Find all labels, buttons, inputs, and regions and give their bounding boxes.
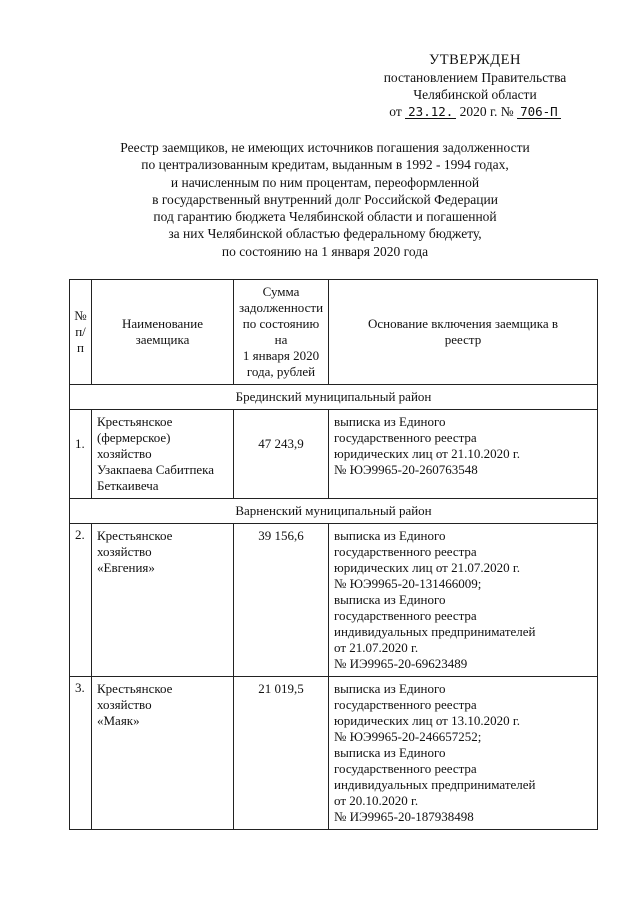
basis-line: юридических лиц от 13.10.2020 г. bbox=[334, 713, 520, 728]
section-row bbox=[70, 499, 598, 524]
heading-line: по централизованным кредитам, выданным в 1992 - 1994 годах, bbox=[141, 157, 509, 173]
registry-table bbox=[69, 279, 598, 830]
basis-line: государственного реестра bbox=[334, 608, 477, 623]
header-sum-line: 1 января 2020 bbox=[242, 348, 320, 363]
row-borrower-name bbox=[92, 410, 234, 499]
basis-line: юридических лиц от 21.07.2020 г. bbox=[334, 560, 520, 575]
name-line: Крестьянское хозяйство bbox=[97, 681, 173, 712]
header-sum-line: по состоянию на bbox=[242, 316, 320, 347]
heading-line: за них Челябинской областью федеральному бюджету, bbox=[168, 226, 482, 242]
header-basis-line: реестр bbox=[444, 332, 482, 347]
heading-line: и начисленным по ним процентам, переоформленной bbox=[170, 174, 480, 190]
row-basis bbox=[329, 524, 598, 677]
basis-line: № ИЭ9965-20-69623489 bbox=[334, 656, 468, 671]
basis-line: выписка из Единого bbox=[334, 681, 446, 696]
row-debt-sum: 39 156,6 bbox=[234, 524, 329, 677]
basis-line: государственного реестра bbox=[334, 430, 477, 445]
table-row bbox=[70, 410, 598, 499]
approval-date-prefix: от bbox=[389, 104, 402, 119]
table-header-row bbox=[70, 280, 598, 385]
header-sum-line: года, рублей bbox=[246, 364, 316, 379]
row-borrower-name bbox=[92, 524, 234, 677]
basis-line: индивидуальных предпринимателей bbox=[334, 777, 536, 792]
name-line: Крестьянское bbox=[97, 414, 173, 429]
header-basis-line: Основание включения заемщика в bbox=[367, 316, 559, 331]
header-name-line: Наименование bbox=[122, 316, 203, 331]
row-num: 2. bbox=[70, 524, 92, 677]
basis-line: государственного реестра bbox=[334, 697, 477, 712]
row-debt-sum: 21 019,5 bbox=[234, 677, 329, 830]
basis-line: № ИЭ9965-20-187938498 bbox=[334, 809, 474, 824]
header-sum bbox=[234, 280, 329, 385]
approval-date-handwritten: 23.12. bbox=[405, 105, 456, 119]
header-sum-line: Сумма bbox=[262, 284, 300, 299]
section-row bbox=[70, 385, 598, 410]
header-num bbox=[70, 280, 92, 385]
basis-line: № ЮЭ9965-20-260763548 bbox=[334, 462, 478, 477]
approval-block bbox=[360, 52, 590, 120]
heading-line: Реестр заемщиков, не имеющих источников погашения задолженности bbox=[120, 140, 530, 155]
basis-line: юридических лиц от 21.10.2020 г. bbox=[334, 446, 520, 461]
name-line: Беткаивеча bbox=[97, 478, 159, 493]
approval-date-suffix: 2020 г. № bbox=[459, 104, 514, 119]
header-name bbox=[92, 280, 234, 385]
row-num: 1. bbox=[70, 410, 92, 499]
name-line: Узакпаева Сабитпека bbox=[97, 462, 215, 477]
basis-line: индивидуальных предпринимателей bbox=[334, 624, 536, 639]
basis-line: государственного реестра bbox=[334, 544, 477, 559]
header-name-line: заемщика bbox=[135, 332, 190, 347]
basis-line: выписка из Единого bbox=[334, 592, 446, 607]
approval-line-1: постановлением Правительства bbox=[383, 70, 567, 85]
basis-line: выписка из Единого bbox=[334, 745, 446, 760]
name-line: Крестьянское хозяйство bbox=[97, 528, 173, 559]
basis-line: от 20.10.2020 г. bbox=[334, 793, 419, 808]
row-debt-sum: 47 243,9 bbox=[234, 410, 329, 499]
header-basis bbox=[329, 280, 598, 385]
header-sum-line: задолженности bbox=[238, 300, 324, 315]
name-line: «Маяк» bbox=[97, 713, 140, 728]
row-borrower-name bbox=[92, 677, 234, 830]
section-title: Брединский муниципальный район bbox=[70, 385, 598, 410]
heading-line: по состоянию на 1 января 2020 года bbox=[221, 243, 429, 259]
approval-number-handwritten: 706-П bbox=[517, 105, 561, 119]
approval-title: УТВЕРЖДЕН bbox=[429, 52, 521, 68]
heading-line: под гарантию бюджета Челябинской области и погашенной bbox=[153, 209, 497, 225]
basis-line: выписка из Единого bbox=[334, 528, 446, 543]
row-num: 3. bbox=[70, 677, 92, 830]
name-line: «Евгения» bbox=[97, 560, 155, 575]
approval-line-2: Челябинской области bbox=[413, 87, 537, 102]
table-row bbox=[70, 677, 598, 830]
basis-line: выписка из Единого bbox=[334, 414, 446, 429]
basis-line: от 21.07.2020 г. bbox=[334, 640, 419, 655]
basis-line: № ЮЭ9965-20-131466009; bbox=[334, 576, 482, 591]
header-num-line: № bbox=[74, 308, 87, 323]
approval-date-line bbox=[360, 103, 590, 120]
basis-line: государственного реестра bbox=[334, 761, 477, 776]
table-row bbox=[70, 524, 598, 677]
row-basis bbox=[329, 677, 598, 830]
document-heading bbox=[60, 139, 590, 260]
basis-line: № ЮЭ9965-20-246657252; bbox=[334, 729, 482, 744]
heading-line: в государственный внутренний долг Российской Федерации bbox=[152, 191, 498, 207]
row-basis bbox=[329, 410, 598, 499]
section-title: Варненский муниципальный район bbox=[70, 499, 598, 524]
header-num-line: п/п bbox=[75, 324, 86, 355]
name-line: (фермерское) хозяйство bbox=[97, 430, 171, 461]
